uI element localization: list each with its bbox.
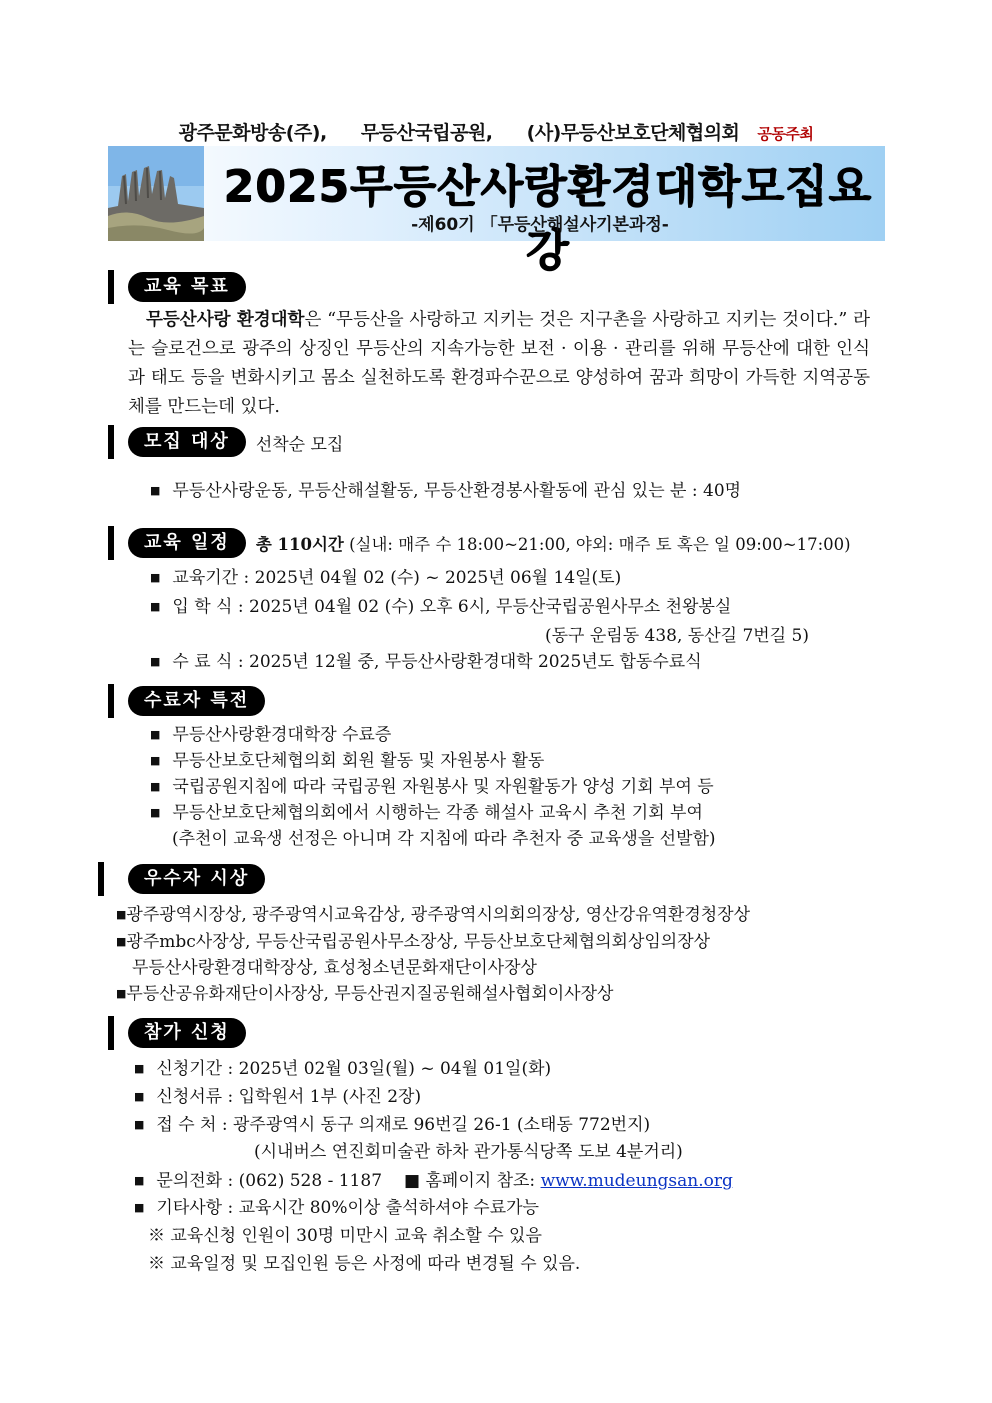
benefit-item: ■ 무등산보호단체협의회 회원 활동 및 자원봉사 활동: [150, 746, 544, 771]
award-line-3-text: 무등산공유화재단이사장상, 무등산권지질공원해설사협회이사장상: [126, 984, 614, 1004]
goal-lead: 무등산사랑 환경대학: [146, 310, 305, 330]
section-bar: [108, 526, 114, 560]
apply-note: ※ 교육일정 및 모집인원 등은 사정에 따라 변경될 수 있음.: [148, 1254, 581, 1274]
schedule-graduation: ■ 수 료 식 : 2025년 12월 중, 무등산사랑환경대학 2025년도 합동수료식: [150, 647, 702, 672]
apply-note: ※ 교육신청 인원이 30명 미만시 교육 취소할 수 있음: [148, 1226, 542, 1246]
goal-paragraph: [128, 306, 870, 422]
homepage-link[interactable]: www.mudeungsan.org: [540, 1171, 733, 1191]
award-line-2-text: 광주mbc사장상, 무등산국립공원사무소장상, 무등산보호단체협의회상임의장상: [126, 932, 711, 952]
apply-place: ■ 접 수 처 : 광주광역시 동구 의재로 96번길 26-1 (소태동 772번지): [134, 1110, 650, 1135]
section-pill: 참가 신청: [128, 1018, 246, 1048]
apply-contact: ■ 문의전화 : (062) 528 - 1187 ■ 홈페이지 참조: www.mudeungsan.org: [134, 1171, 733, 1191]
award-line-1-text: 광주광역시장상, 광주광역시교육감상, 광주광역시의회의장상, 영산강유역환경청장상: [126, 905, 751, 925]
schedule-entrance: ■ 입 학 식 : 2025년 04월 02 (수) 오후 6시, 무등산국립공원사무소 천왕봉실: [150, 592, 731, 617]
award-line-2b: 무등산사랑환경대학장상, 효성청소년문화재단이사장상: [132, 958, 537, 978]
organizers-line: [0, 118, 992, 145]
section-awards-heading: [98, 862, 265, 896]
apply-etc: ■ 기타사항 : 교육시간 80%이상 출석하셔야 수료가능: [134, 1193, 539, 1218]
benefit-item: ■ 국립공원지침에 따라 국립공원 자원봉사 및 자원활동가 양성 기회 부여 등: [150, 772, 714, 797]
award-line-2: ■광주mbc사장상, 무등산국립공원사무소장상, 무등산보호단체협의회상임의장상: [116, 932, 711, 952]
cohost-label: 공동주최: [757, 125, 814, 143]
section-target-heading: [108, 425, 343, 459]
benefits-note: (추천이 교육생 선정은 아니며 각 지침에 따라 추천자 중 교육생을 선발함): [172, 829, 716, 849]
goal-text: 은 “무등산을 사랑하고 지키는 것은 지구촌을 사랑하고 지키는 것이다.” 라는 슬로건으로 광주의 상징인 무등산의 지속가능한 보전 · 이용 · 관리를 위해 무등산에 대한 인식과 태도 등을 변화시키고 몸소 실천하도록 환경파수꾼으로 양성하여 꿈과 희망이 가득한 지역공동체를 만드는데 있다.: [128, 310, 870, 417]
target-note: 선착순 모집: [255, 434, 344, 455]
section-bar: [108, 425, 114, 459]
section-benefits-heading: [108, 684, 265, 718]
benefit-item: ■ 무등산사랑환경대학장 수료증: [150, 720, 391, 745]
section-bar: [108, 1016, 114, 1050]
organizer-1: 광주문화방송(주),: [178, 122, 327, 144]
section-pill: 교육 일정: [128, 528, 246, 558]
award-line-1: ■광주광역시장상, 광주광역시교육감상, 광주광역시의회의장상, 영산강유역환경청장상: [116, 905, 751, 925]
mountain-photo: [108, 146, 204, 241]
section-bar: [108, 270, 114, 304]
organizer-2: 무등산국립공원,: [360, 122, 493, 144]
section-pill: 수료자 특전: [128, 686, 265, 716]
apply-docs: ■ 신청서류 : 입학원서 1부 (사진 2장): [134, 1082, 421, 1107]
apply-period: ■ 신청기간 : 2025년 02월 03일(월) ~ 04월 01일(화): [134, 1054, 551, 1079]
homepage-label: ■ 홈페이지 참조:: [404, 1171, 541, 1191]
section-bar: [98, 862, 104, 896]
apply-place-note: (시내버스 연진회미술관 하차 관가통식당쪽 도보 4분거리): [254, 1142, 683, 1162]
section-apply-heading: [108, 1016, 246, 1050]
schedule-entrance-address: (동구 운림동 438, 동산길 7번길 5): [545, 626, 809, 646]
section-pill: 모집 대상: [128, 427, 246, 457]
organizer-3: (사)무등산보호단체협의회: [526, 122, 740, 144]
section-goal-heading: [108, 270, 246, 304]
page-title: 2025무등산사랑환경대학모집요강: [223, 161, 872, 276]
section-pill: 우수자 시상: [128, 864, 265, 894]
schedule-total: [256, 531, 851, 555]
schedule-total-bold: 총 110시간: [255, 535, 344, 554]
schedule-period: ■ 교육기간 : 2025년 04월 02 (수) ~ 2025년 06월 14일(토): [150, 563, 621, 588]
target-item: ■ 무등산사랑운동, 무등산해설활동, 무등산환경봉사활동에 관심 있는 분 : 40명: [150, 476, 741, 501]
section-pill: 교육 목표: [128, 272, 246, 302]
page-subtitle: -제60기 「무등산해설사기본과정-: [411, 215, 669, 235]
section-schedule-heading: [108, 526, 851, 560]
section-bar: [108, 684, 114, 718]
apply-phone: 문의전화 : (062) 528 - 1187: [156, 1171, 383, 1191]
award-line-3: ■무등산공유화재단이사장상, 무등산권지질공원해설사협회이사장상: [116, 984, 614, 1004]
schedule-total-detail: (실내: 매주 수 18:00~21:00, 야외: 매주 토 혹은 일 09:00~17:00): [343, 535, 851, 554]
benefit-item: ■ 무등산보호단체협의회에서 시행하는 각종 해설사 교육시 추천 기회 부여: [150, 798, 703, 823]
